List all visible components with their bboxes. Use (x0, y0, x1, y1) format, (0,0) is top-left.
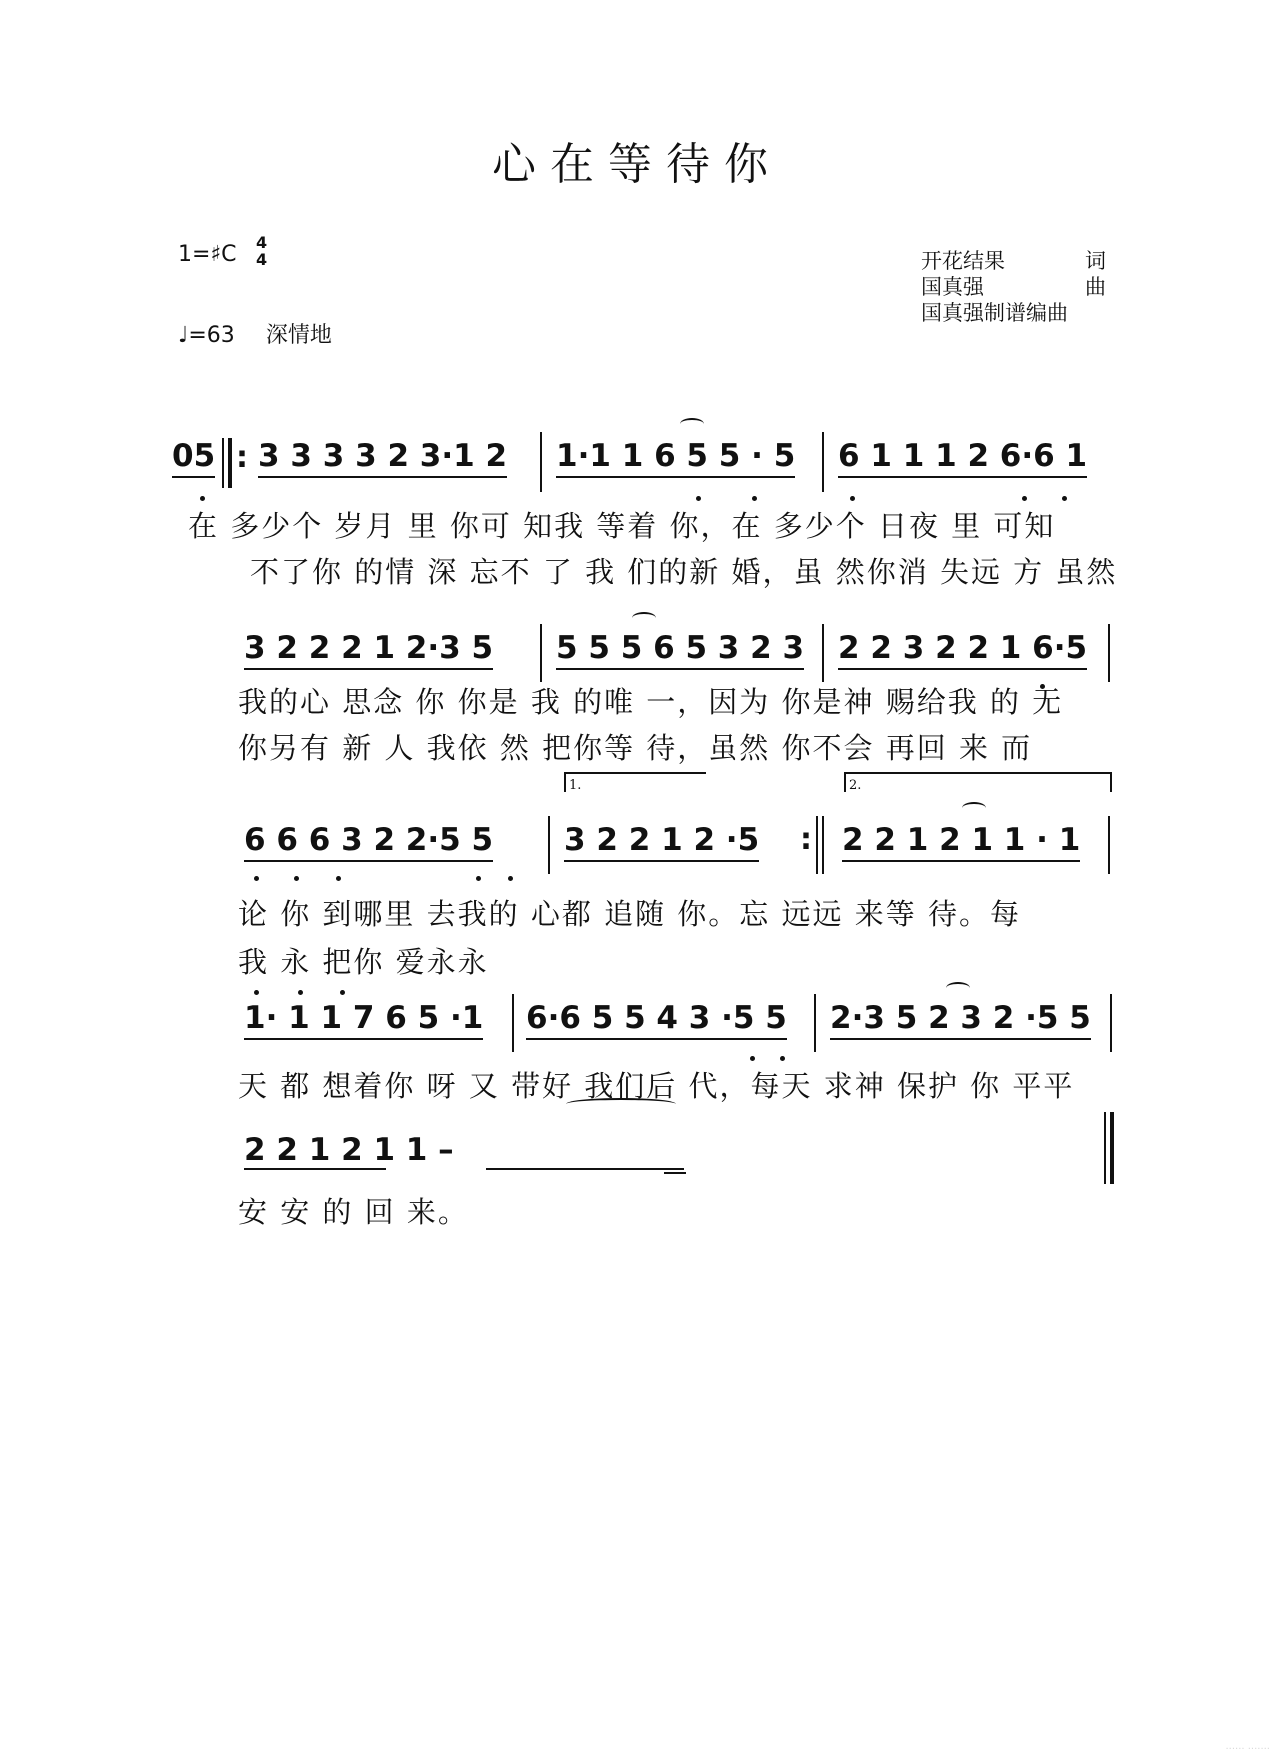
credit-arranger (921, 300, 1106, 326)
measure-notes: 3 2 2 2 1 2·3 5 (244, 630, 493, 670)
low-octave-dot (294, 876, 299, 881)
repeat-dots: : (800, 822, 812, 857)
low-octave-dot (752, 496, 757, 501)
credit-lyricist (921, 248, 1106, 274)
measure-notes: 5 5 5 6 5 3 2 3 (556, 630, 804, 670)
low-octave-dot (200, 496, 205, 501)
credit-name: 国真强 (921, 275, 984, 299)
repeat-dots: : (236, 440, 248, 475)
fermata-slur (946, 982, 970, 994)
repeat-barline-thick (228, 438, 232, 488)
lyric-line: 我的心 思念 你 你是 我 的唯 一，因为 你是神 赐给我 的 无 (238, 685, 1064, 719)
measure-notes: 6·6 5 5 4 3 ·5 5 (526, 1000, 787, 1040)
high-octave-dot (340, 990, 345, 995)
fermata-slur (962, 802, 986, 814)
lyric-line: 论 你 到哪里 去我的 心都 追随 你。忘 远远 来等 待。每 (238, 897, 1021, 931)
lyric-line: 不了你 的情 深 忘不 了 我 们的新 婚，虽 然你消 失远 方 虽然 (250, 555, 1118, 589)
time-bottom: 4 (256, 250, 268, 269)
barline (822, 432, 824, 492)
lyric-line: 安 安 的 回 来。 (238, 1195, 469, 1229)
measure-notes: 3 3 3 3 2 3·1 2 (258, 438, 507, 478)
time-signature (256, 234, 267, 268)
volta-bracket-second (844, 772, 1112, 792)
watermark: ······ ······· (1225, 1744, 1270, 1755)
barline (540, 432, 542, 492)
pickup-notes: 05 (172, 438, 215, 478)
volta-bracket-first (564, 772, 706, 792)
lyric-line: 我 永 把你 爱永永 (238, 945, 489, 979)
measure-notes: 1·1 1 6 5 5 · 5 (556, 438, 795, 478)
high-octave-dot (298, 990, 303, 995)
lyric-line: 天 都 想着你 呀 又 带好 我们后 代，每天 求神 保护 你 平平 (238, 1069, 1075, 1103)
repeat-end-barline (816, 816, 818, 874)
tempo-label: ♩=63 (178, 323, 235, 348)
low-octave-dot (850, 496, 855, 501)
tempo-marking (178, 318, 332, 349)
credit-composer (921, 274, 1106, 300)
expression-label: 深情地 (265, 323, 332, 348)
low-octave-dot (254, 876, 259, 881)
barline (548, 816, 550, 874)
phrase-slur (566, 1098, 676, 1110)
low-octave-dot (336, 876, 341, 881)
low-octave-dot (696, 496, 701, 501)
measure-notes: 2 2 1 2 1 1 – (244, 1132, 454, 1168)
fermata-slur (680, 418, 704, 430)
key-signature (178, 242, 236, 267)
key-label: 1=♯C (178, 242, 237, 267)
low-octave-dot (1022, 496, 1027, 501)
measure-notes: 3 2 2 1 2 ·5 (564, 822, 759, 862)
note-underline (486, 1168, 684, 1170)
note-underline (664, 1172, 686, 1174)
measure-notes: 2 2 1 2 1 1 · 1 (842, 822, 1080, 862)
song-title: 心在等待你 (492, 139, 782, 190)
volta-label: 1. (569, 778, 582, 793)
low-octave-dot (1062, 496, 1067, 501)
credits-block (921, 248, 1106, 326)
barline (1108, 816, 1110, 874)
final-barline-thick (1110, 1112, 1114, 1184)
repeat-barline-thin (222, 438, 224, 488)
final-barline-thin (1104, 1112, 1106, 1184)
barline (1108, 624, 1110, 682)
fermata-slur (632, 612, 656, 624)
low-octave-dot (508, 876, 513, 881)
credit-role: 曲 (1085, 275, 1106, 299)
low-octave-dot (476, 876, 481, 881)
volta-label: 2. (849, 778, 862, 793)
lyric-line: 在 多少个 岁月 里 你可 知我 等着 你，在 多少个 日夜 里 可知 (188, 509, 1056, 543)
measure-notes: 2 2 3 2 2 1 6·5 (838, 630, 1087, 670)
measure-notes: 6 6 6 3 2 2·5 5 (244, 822, 493, 862)
measure-notes: 6 1 1 1 2 6·6 1 (838, 438, 1087, 478)
low-octave-dot (750, 1056, 755, 1061)
note-underline (244, 1168, 386, 1170)
low-octave-dot (780, 1056, 785, 1061)
credit-role: 词 (1085, 249, 1106, 273)
barline (822, 624, 824, 682)
credit-name: 国真强制谱编曲 (921, 301, 1068, 325)
measure-notes: 2·3 5 2 3 2 ·5 5 (830, 1000, 1091, 1040)
credit-name: 开花结果 (921, 249, 1005, 273)
time-top: 4 (256, 233, 268, 252)
lyric-line: 你另有 新 人 我依 然 把你等 待，虽然 你不会 再回 来 而 (238, 731, 1033, 765)
high-octave-dot (254, 990, 259, 995)
measure-notes: 1· 1 1 7 6 5 ·1 (244, 1000, 483, 1040)
barline (512, 994, 514, 1052)
barline (540, 624, 542, 682)
barline (814, 994, 816, 1052)
repeat-end-barline (822, 816, 824, 874)
barline (1110, 994, 1112, 1052)
